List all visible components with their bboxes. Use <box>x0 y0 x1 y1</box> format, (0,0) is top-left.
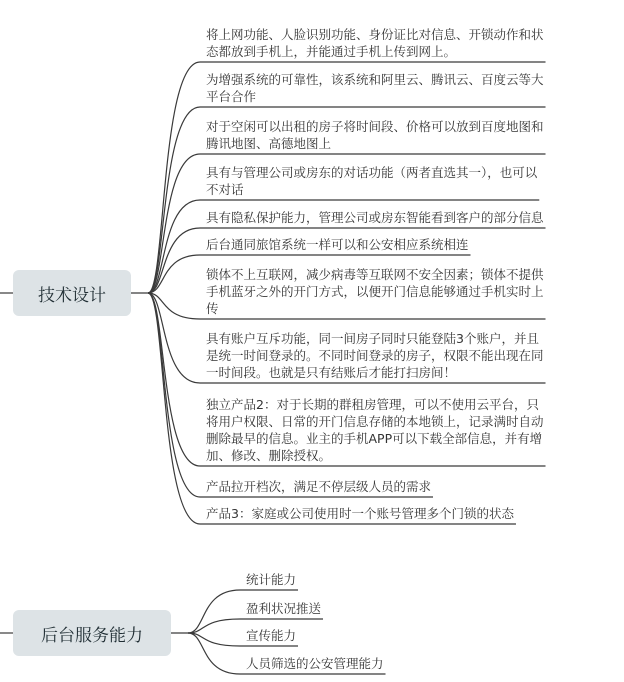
leaf-tech-design-10[interactable] <box>206 478 431 495</box>
leaf-tech-design-9[interactable] <box>206 396 544 464</box>
leaf-text-line: 独立产品2：对于长期的群租房管理，可以不使用云平台，只 <box>206 397 539 412</box>
leaf-backend-service-3[interactable] <box>246 627 296 644</box>
leaf-text-line: 手机蓝牙之外的开门方式，以便开门信息能够通过手机实时上 <box>206 284 544 299</box>
leaf-text-line: 态都放到手机上，并能通过手机上传到网上。 <box>206 44 457 59</box>
leaf-text-line: 产品拉开档次，满足不停层级人员的需求 <box>206 479 432 494</box>
branch-curve <box>148 293 200 497</box>
leaf-text-line: 盈利状况推送 <box>246 601 322 616</box>
topic-tech-design[interactable]: 技术设计 <box>13 270 131 316</box>
leaf-text-line: 将上网功能、人脸识别功能、身份证比对信息、开锁动作和状 <box>206 27 544 42</box>
leaf-tech-design-7[interactable] <box>206 266 544 317</box>
leaf-text-line: 为增强系统的可靠性，该系统和阿里云、腾讯云、百度云等大 <box>206 72 544 87</box>
leaf-tech-design-1[interactable] <box>206 26 544 60</box>
leaf-text-line: 后台通同旅馆系统一样可以和公安相应系统相连 <box>206 237 469 252</box>
branch-curve <box>148 228 200 293</box>
leaf-tech-design-4[interactable] <box>206 164 537 198</box>
leaf-tech-design-11[interactable] <box>206 505 514 522</box>
branch-curve <box>188 590 240 633</box>
leaf-text-line: 具有账户互斥功能，同一间房子同时只能登陆3个账户，并且 <box>206 331 539 346</box>
leaf-text-line: 产品3：家庭或公司使用时一个账号管理多个门锁的状态 <box>206 506 514 521</box>
branch-curve <box>188 633 240 646</box>
leaf-text-line: 将用户权限、日常的开门信息存储的本地锁上，记录满时自动 <box>206 414 544 429</box>
leaf-text-line: 对于空闲可以出租的房子将时间段、价格可以放到百度地图和 <box>206 119 544 134</box>
leaf-text-line: 平台合作 <box>206 89 257 104</box>
leaf-tech-design-5[interactable] <box>206 209 544 226</box>
leaf-text-line: 加、修改、删除授权。 <box>206 448 332 463</box>
leaf-tech-design-8[interactable] <box>206 330 544 381</box>
leaf-text-line: 人员筛选的公安管理能力 <box>246 656 384 671</box>
leaf-text-line: 不对话 <box>206 182 244 197</box>
leaf-tech-design-2[interactable] <box>206 71 544 105</box>
leaf-text-line: 腾讯地图、高德地图上 <box>206 136 332 151</box>
leaf-text-line: 传 <box>206 301 219 316</box>
leaf-backend-service-2[interactable] <box>246 600 321 617</box>
branch-curve <box>148 293 200 524</box>
leaf-tech-design-3[interactable] <box>206 118 544 152</box>
leaf-text-line: 统计能力 <box>246 572 297 587</box>
leaf-tech-design-6[interactable] <box>206 236 469 253</box>
leaf-backend-service-1[interactable] <box>246 571 296 588</box>
leaf-text-line: 具有隐私保护能力，管理公司或房东智能看到客户的部分信息 <box>206 210 544 225</box>
branch-curve <box>148 107 200 293</box>
leaf-text-line: 删除最早的信息。业主的手机APP可以下载全部信息，并有增 <box>206 431 543 446</box>
branch-curve <box>148 62 200 293</box>
leaf-text-line: 是统一时间登录的。不同时间登录的房子，权限不能出现在同 <box>206 348 544 363</box>
leaf-text-line: 具有与管理公司或房东的对话功能（两者直选其一），也可以 <box>206 165 538 180</box>
branch-curve <box>188 633 240 674</box>
leaf-text-line: 锁体不上互联网，减少病毒等互联网不安全因素；锁体不提供 <box>206 267 544 282</box>
leaf-backend-service-4[interactable] <box>246 655 384 672</box>
topic-backend-service[interactable]: 后台服务能力 <box>13 610 171 656</box>
leaf-text-line: 宣传能力 <box>246 628 297 643</box>
leaf-text-line: 一时间段。也就是只有结账后才能打扫房间！ <box>206 365 457 380</box>
branch-curve <box>188 619 240 633</box>
